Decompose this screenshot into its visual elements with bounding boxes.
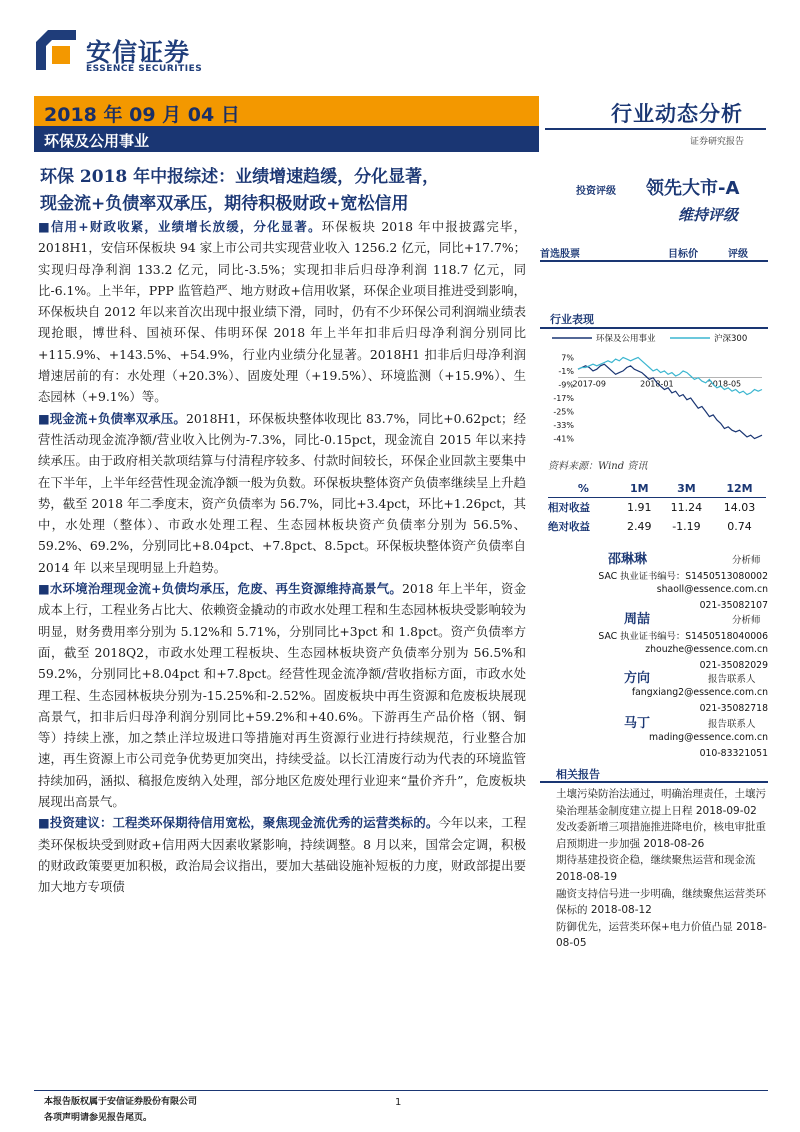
related-report-title[interactable]: 土壤污染防治法通过，明确治理责任，土壤污染治理基金制度建立提上日程: [556, 788, 766, 817]
report-title-line2: 现金流+负债率双承压，期待积极财政+宽松信用: [40, 194, 409, 214]
paragraph-text: 2018H1，环保板块整体收现比 83.7%，同比+0.62pct；经营性活动现金流净额/营业收入比例为-7.3%，同比-0.15pct，现金流自 2015 年以来持续承压。由于政府相关款项结算与付清程序较多、付款时间较长，环保企业回款主要集中在下半年，上半年经营性现金流净额一般为负数。环保板块整体资产负债率继续呈上升趋势，截至 2018 年二季度末，资产负债率为 56.7%，同比+3.4pct，环比+1.26pct，其中，水处理（整体）、市政水处理工程、生态园林板块资产负债率分别为 56.5%、59.2%、69.2%，分别同比+8.04pct、+7.8pct、8.5pct。环保板块整体资产负债率自 2014 年 以来呈现明显上升趋势。: [38, 410, 526, 575]
related-report-date: 2018-08-05: [556, 920, 767, 950]
table-cell: 0.74: [727, 520, 752, 533]
brand-name-cn: 安信证券: [86, 38, 191, 67]
list-item[interactable]: [556, 819, 768, 852]
analyst-name: 方向: [624, 671, 651, 686]
bullet-square-icon: ■: [38, 815, 50, 831]
related-report-title[interactable]: 期待基建投资企稳，继续聚焦运营和现金流: [556, 854, 756, 867]
footer-disclaimer: 各项声明请参见报告尾页。: [44, 1113, 153, 1123]
y-tick-label: -9%: [558, 380, 574, 390]
list-item[interactable]: [556, 852, 768, 885]
divider: [540, 260, 768, 262]
page-number: 1: [395, 1097, 402, 1108]
analyst-name: 周喆: [624, 612, 651, 627]
report-subtype: 证券研究报告: [690, 137, 745, 147]
report-type: 行业动态分析: [611, 102, 743, 126]
analyst-phone: 021-35082718: [699, 703, 768, 714]
table-header-cell: 1M: [619, 480, 660, 498]
bullet-square-icon: ■: [38, 219, 51, 234]
y-tick-label: -1%: [558, 366, 574, 376]
rating-value: 领先大市-A: [646, 178, 740, 199]
row-label: 绝对收益: [548, 521, 590, 533]
target-price-label: 目标价: [668, 249, 698, 260]
report-body: [38, 216, 526, 898]
analyst-phone: 021-35082029: [699, 660, 768, 671]
related-reports-title: 相关报告: [556, 768, 600, 781]
paragraph-text: 今年以来，工程类环保板块受到财政+信用两大因素收紧影响，持续调整。8 月以来，国常会定调，积极的财政政策要更加积极，政治局会议指出，要加大基础设施补短板的力度，财政部提出要加大地方专项债: [38, 815, 526, 895]
table-header-cell: 12M: [713, 480, 766, 498]
picks-label: 首选股票: [540, 249, 580, 260]
related-report-title[interactable]: 防御优先，运营类环保+电力价值凸显: [556, 920, 733, 933]
x-tick-label: 2018-01: [640, 379, 674, 389]
analyst-cert: SAC 执业证书编号：S1450513080002: [598, 571, 768, 582]
paragraph-heading: 水环境治理现金流+负债均承压，危废、再生资源维持高景气。: [49, 581, 402, 597]
table-row: [548, 517, 766, 536]
analyst-role: 分析师: [732, 615, 761, 626]
performance-title: 行业表现: [550, 313, 594, 326]
sector-name: 环保及公用事业: [44, 132, 150, 150]
paragraph-heading: 投资建议：工程类环保期待信用宽松，聚焦现金流优秀的运营类标的。: [49, 815, 439, 831]
row-label: 相对收益: [548, 502, 590, 514]
divider: [540, 781, 768, 783]
analyst-phone: 010-83321051: [699, 748, 768, 759]
table-header-cell: %: [548, 480, 619, 498]
table-cell: -1.19: [672, 520, 701, 533]
list-item[interactable]: [556, 886, 768, 919]
x-tick-label: 2017-09: [572, 379, 606, 389]
analyst-role: 报告联系人: [708, 674, 756, 685]
list-item[interactable]: [556, 919, 768, 952]
report-type-divider: [545, 128, 766, 130]
legend-label: 沪深300: [714, 334, 748, 344]
analyst-email[interactable]: zhouzhe@essence.com.cn: [645, 644, 768, 655]
brand-logo-icon: [36, 30, 76, 70]
y-tick-label: -17%: [553, 394, 574, 403]
related-report-title[interactable]: 融资支持信号进一步明确，继续聚焦运营类环保标的: [556, 887, 766, 917]
report-date: 2018 年 09 月 04 日: [44, 104, 240, 126]
series-line: [578, 357, 762, 394]
related-report-title[interactable]: 发改委新增三项措施推进降电价，核电审批重启预期进一步加强: [556, 821, 766, 850]
divider: [540, 327, 768, 329]
grade-label: 评级: [728, 249, 748, 260]
table-cell: 11.24: [670, 501, 703, 514]
rating-sub: 维持评级: [678, 206, 739, 224]
bullet-square-icon: ■: [38, 581, 50, 597]
analyst-cert: SAC 执业证书编号：S1450518040006: [598, 631, 768, 642]
body-paragraph: [38, 812, 526, 897]
legend-label: 环保及公用事业: [596, 334, 656, 344]
x-tick-label: 2018-05: [707, 379, 742, 389]
paragraph-text: 环保板块 2018 年中报披露完毕，2018H1，安信环保板块 94 家上市公司共实现营业收入 1256.2 亿元，同比+17.7%；实现归母净利润 133.2 亿元，同比-3.5%；实现扣非后归母净利润 118.7 亿元，同比-6.1%。上半年，PPP 监管趋严、地方财政+信用收紧，环保企业项目推进受到影响，环保板块自 2012 年以来首次出现中报业绩下滑，同时，仍有不少环保公司利润端业绩表现抢眼，博世科、国祯环保、伟明环保 2018 年上半年扣非后归母净利润分别同比+115.9%、+143.5%、+54.9%，行业内业绩分化显著。2018H1 扣非后归母净利润增速居前的有：水处理（+20.3%）、固废处理（+19.5%）、环境监测（+15.9%）、生态园林（+9.1%）等。: [38, 219, 526, 405]
y-tick-label: -25%: [553, 407, 574, 417]
analyst-email[interactable]: mading@essence.com.cn: [649, 732, 768, 743]
body-paragraph: [38, 408, 526, 578]
y-tick-label: -33%: [553, 421, 574, 431]
analyst-name: 马丁: [624, 716, 651, 731]
related-report-date: 2018-09-02: [695, 804, 757, 817]
paragraph-text: 2018 年上半年，资金成本上行，工程业务占比大、依赖资金撬动的市政水处理工程和生态园林板块受影响较为明显，财务费用率分别为 5.12%和 5.71%，分别同比+3pct 和 1.8pct。资产负债率方面，截至 2018Q2，市政水处理工程板块、生态园林板块资产负债率分别为 56.5%和 59.2%，分别同比+8.04pct 和+7.8pct。经营性现金流净额/营收指标方面，市政水处理工程、生态园林板块分别为-15.25%和-2.52%。固废板块中再生资源和危废板块展现高景气，扣非后归母净利润分别同比+59.2%和+40.6%。下游再生产品价格（钢、铜等）持续上涨，加之禁止洋垃圾进口等措施对再生资源行业进行持续规范，行业整合加速，再生资源上市公司竞争优势更加突出，持续受益。以长江清废行动为代表的环境监管持续加码，涵拟、稿报危废纳入处理，部分地区危废处理行业迎来“量价齐升”，危废板块展现出高景气。: [38, 581, 526, 810]
table-header-cell: 3M: [660, 480, 713, 498]
related-reports-list: [556, 786, 768, 952]
table-cell: 14.03: [723, 501, 756, 514]
report-title-line1: 环保 2018 年中报综述：业绩增速趋缓，分化显著，: [40, 167, 440, 187]
analyst-email[interactable]: shaoll@essence.com.cn: [656, 584, 768, 595]
footer-copyright: 本报告版权属于安信证券股份有限公司: [44, 1097, 198, 1107]
analyst-phone: 021-35082107: [699, 600, 768, 611]
series-line: [578, 364, 762, 438]
related-report-date: 2018-08-26: [643, 837, 705, 850]
chart-source: 资料来源：Wind 资讯: [548, 461, 648, 472]
list-item[interactable]: [556, 786, 768, 819]
table-header-row: [548, 480, 766, 498]
body-paragraph: [38, 216, 526, 408]
paragraph-heading: 信用+财政收紧，业绩增长放缓，分化显著。: [50, 219, 322, 234]
y-tick-label: -41%: [553, 434, 574, 444]
analyst-role: 分析师: [732, 555, 761, 566]
table-row: [548, 498, 766, 518]
y-tick-label: 7%: [561, 353, 574, 363]
analyst-name: 邵琳琳: [608, 552, 648, 567]
table-cell: 2.49: [627, 520, 652, 533]
bullet-square-icon: ■: [38, 410, 50, 426]
brand-name-en: ESSENCE SECURITIES: [86, 64, 203, 74]
analyst-email[interactable]: fangxiang2@essence.com.cn: [631, 687, 768, 698]
paragraph-heading: 现金流+负债率双承压。: [49, 410, 186, 426]
footer-divider: [34, 1090, 768, 1091]
body-paragraph: [38, 578, 526, 812]
analyst-role: 报告联系人: [708, 719, 756, 730]
returns-table: [548, 480, 766, 536]
table-cell: 1.91: [627, 501, 652, 514]
related-report-date: 2018-08-19: [556, 870, 618, 883]
rating-label: 投资评级: [576, 186, 616, 197]
performance-chart: [540, 330, 768, 452]
related-report-date: 2018-08-12: [590, 904, 652, 917]
